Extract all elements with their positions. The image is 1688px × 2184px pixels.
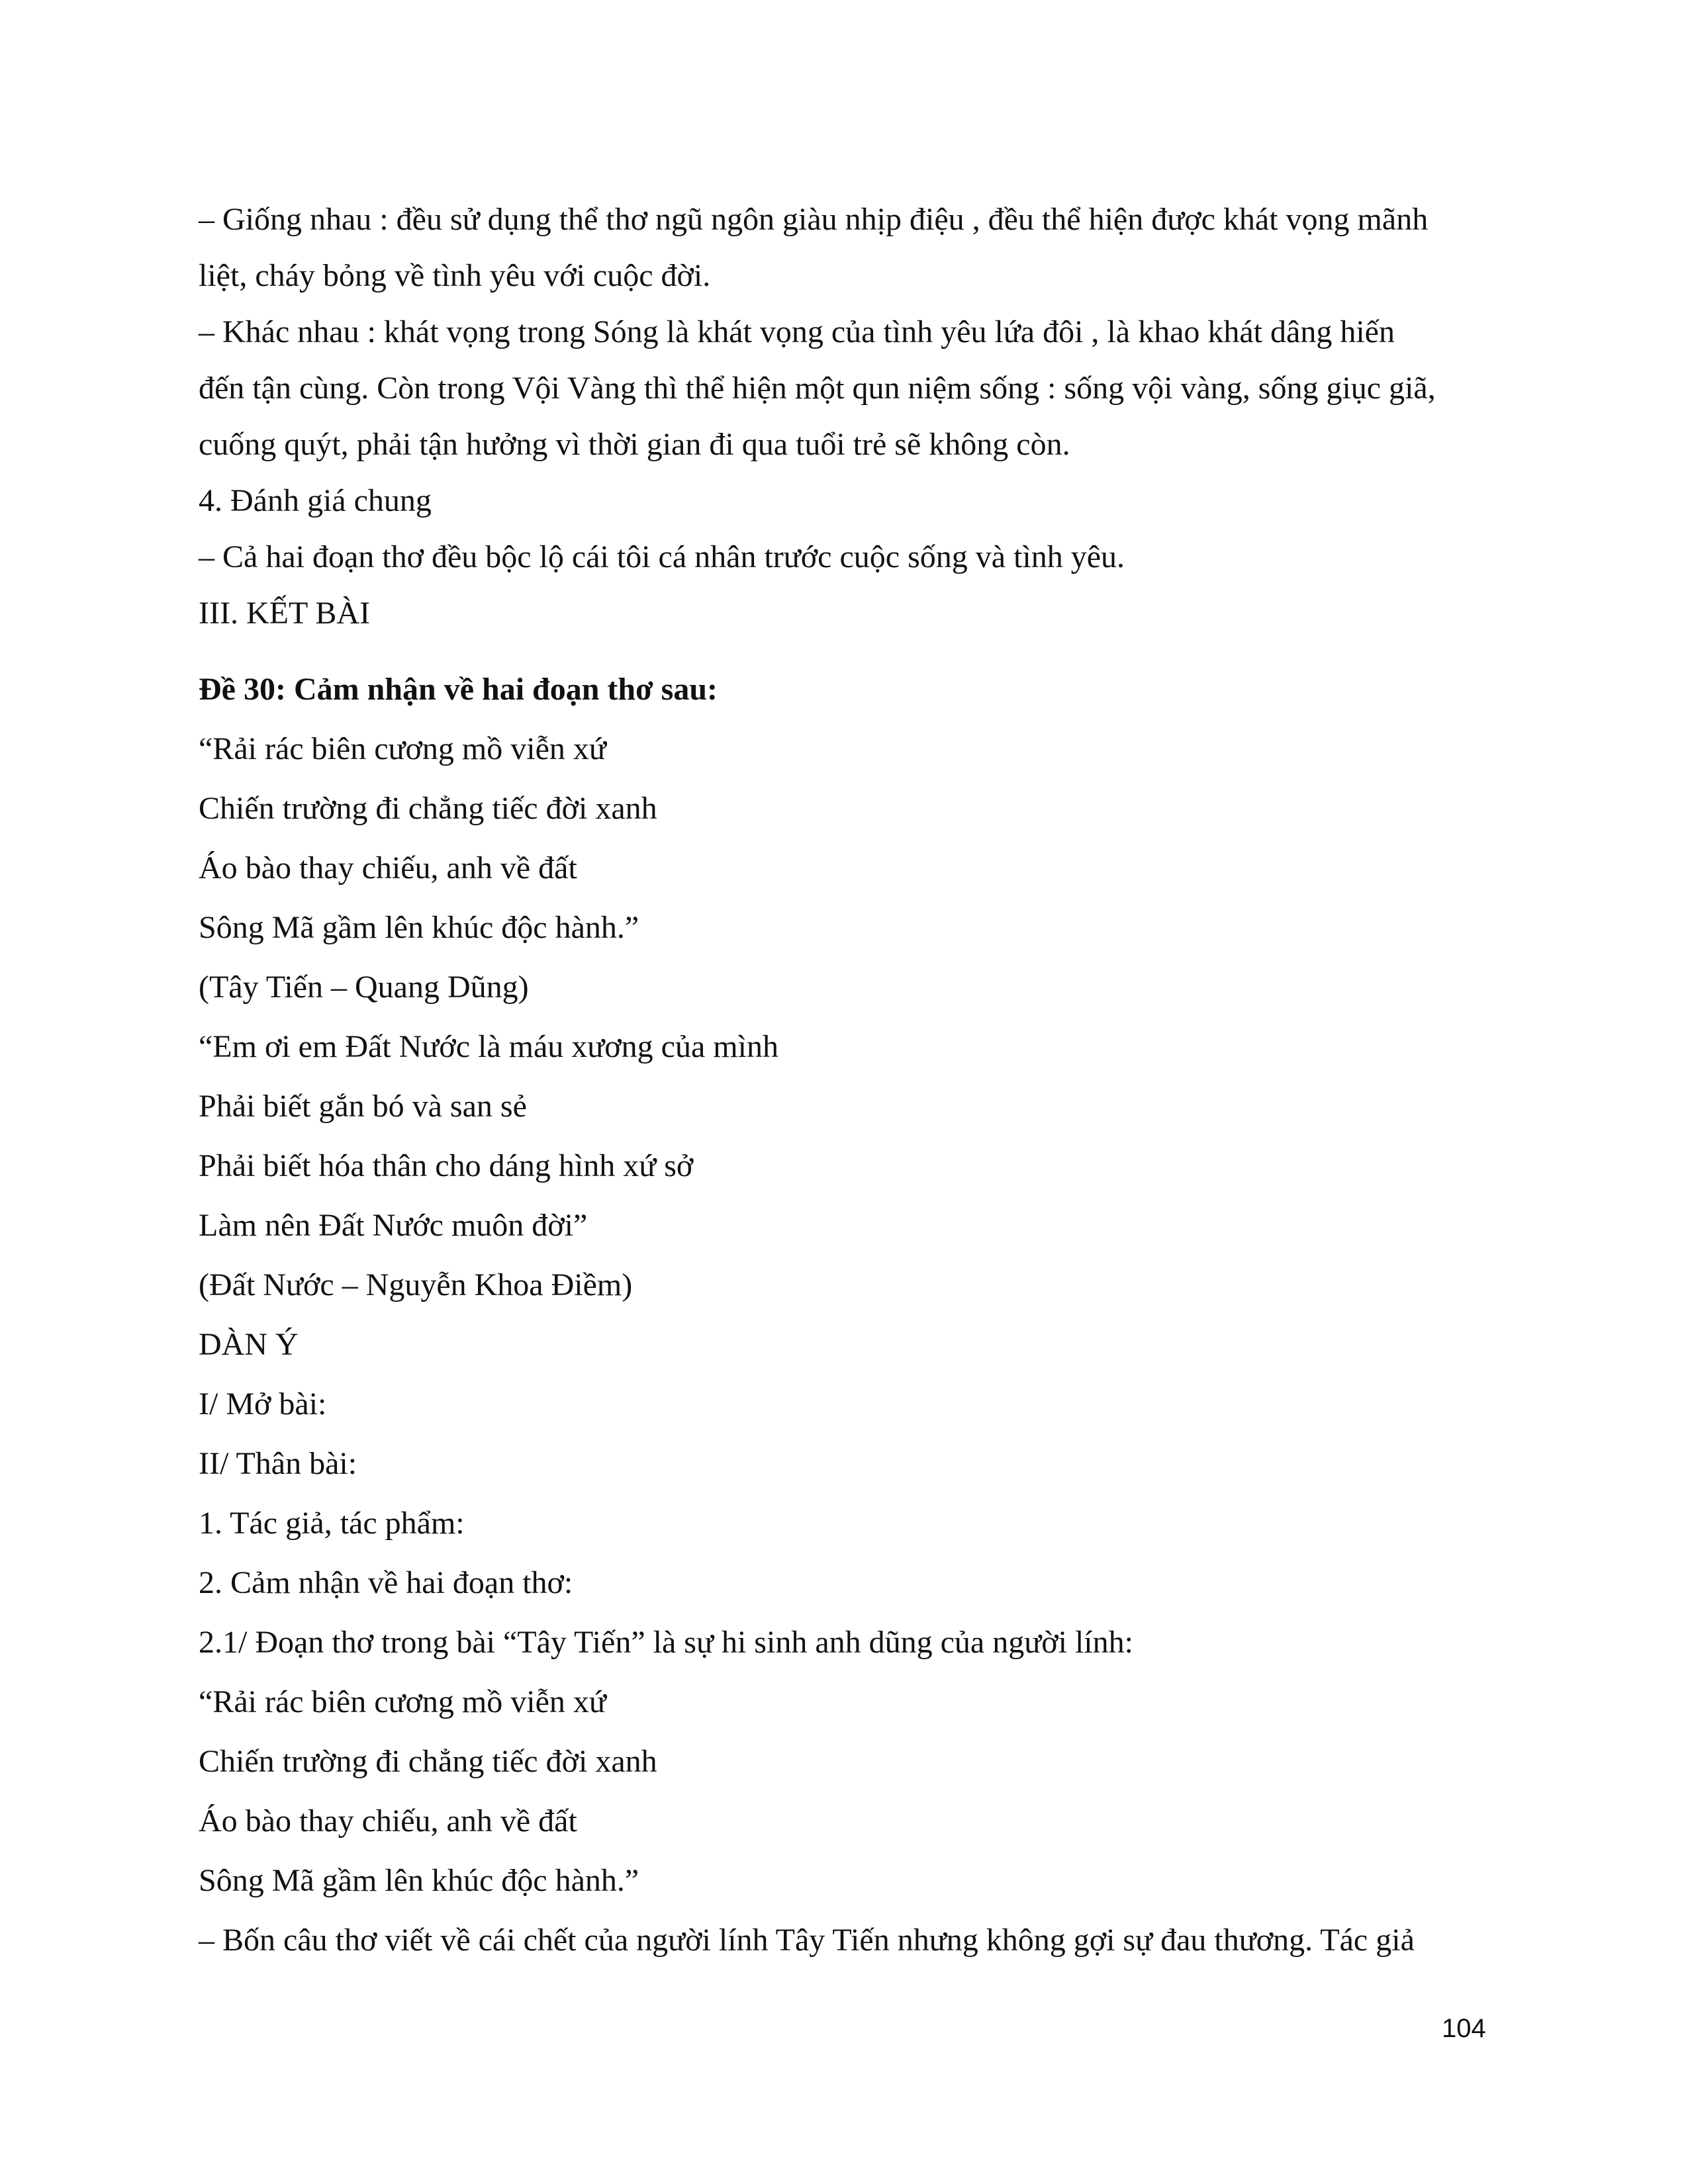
poem-source: (Đất Nước – Nguyễn Khoa Điềm) [199, 1267, 633, 1302]
text-line: – Cả hai đoạn thơ đều bộc lộ cái tôi cá nhân trước cuộc sống và tình yêu. [199, 539, 1125, 574]
poem-line: Chiến trường đi chẳng tiếc đời xanh [199, 1744, 657, 1779]
section-heading: DÀN Ý [199, 1327, 299, 1362]
outline-item: 2. Cảm nhận về hai đoạn thơ: [199, 1565, 573, 1600]
outline-item: I/ Mở bài: [199, 1387, 327, 1422]
outline-item: 2.1/ Đoạn thơ trong bài “Tây Tiến” là sự hi sinh anh dũng của người lính: [199, 1625, 1133, 1660]
outline-item: 1. Tác giả, tác phẩm: [199, 1506, 465, 1541]
poem-line: “Em ơi em Đất Nước là máu xương của mình [199, 1029, 778, 1064]
text-line: liệt, cháy bỏng về tình yêu với cuộc đời. [199, 258, 711, 293]
poem-line: Phải biết gắn bó và san sẻ [199, 1089, 527, 1124]
poem-line: “Rải rác biên cương mồ viễn xứ [199, 731, 606, 766]
text-line: – Bốn câu thơ viết về cái chết của người lính Tây Tiến nhưng không gợi sự đau thương. Tác giả [199, 1923, 1415, 1958]
poem-line: Làm nên Đất Nước muôn đời” [199, 1208, 588, 1243]
poem-source: (Tây Tiến – Quang Dũng) [199, 970, 529, 1005]
text-line: – Giống nhau : đều sử dụng thể thơ ngũ ngôn giàu nhịp điệu , đều thể hiện được khát vọng mãnh [199, 202, 1429, 237]
text-line: – Khác nhau : khát vọng trong Sóng là khát vọng của tình yêu lứa đôi , là khao khát dâng hiến [199, 314, 1395, 349]
poem-line: Áo bào thay chiếu, anh về đất [199, 1803, 577, 1839]
section-heading: III. KẾT BÀI [199, 596, 371, 631]
poem-line: Áo bào thay chiếu, anh về đất [199, 850, 577, 886]
section-heading: 4. Đánh giá chung [199, 483, 432, 518]
outline-item: II/ Thân bài: [199, 1446, 357, 1481]
poem-line: Chiến trường đi chẳng tiếc đời xanh [199, 791, 657, 826]
exercise-title: Đề 30: Cảm nhận về hai đoạn thơ sau: [199, 672, 718, 707]
page-number: 104 [1442, 2014, 1486, 2043]
text-line: cuống quýt, phải tận hưởng vì thời gian đi qua tuổi trẻ sẽ không còn. [199, 427, 1070, 462]
poem-line: “Rải rác biên cương mồ viễn xứ [199, 1684, 606, 1719]
poem-line: Sông Mã gầm lên khúc độc hành.” [199, 1863, 639, 1898]
poem-line: Sông Mã gầm lên khúc độc hành.” [199, 910, 639, 945]
poem-line: Phải biết hóa thân cho dáng hình xứ sở [199, 1148, 694, 1183]
text-line: đến tận cùng. Còn trong Vội Vàng thì thể hiện một qun niệm sống : sống vội vàng, sống giục giã, [199, 371, 1436, 406]
